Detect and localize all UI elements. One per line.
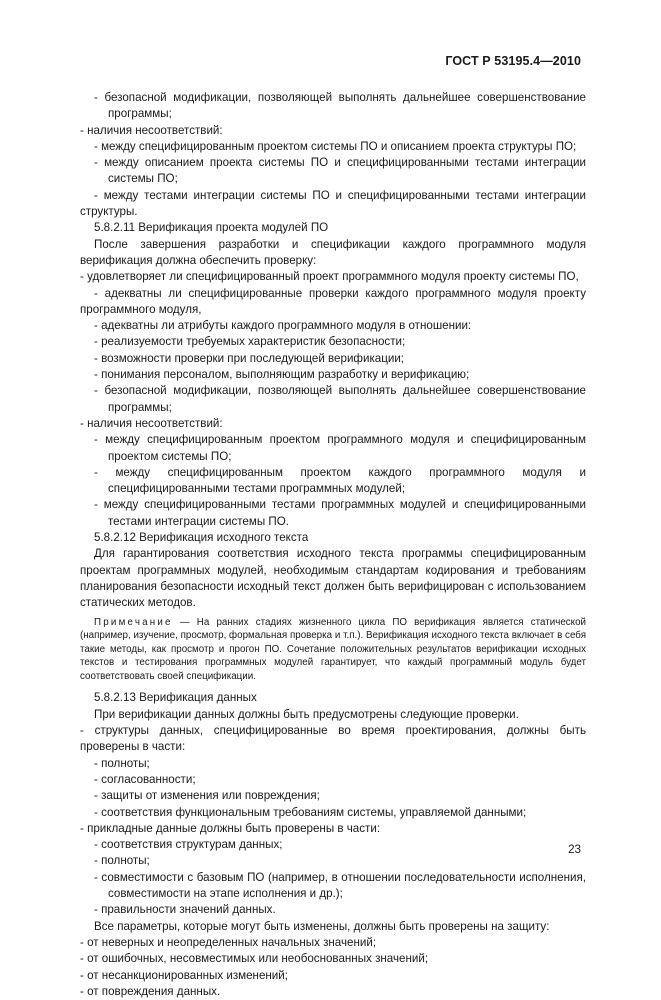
text-line: - адекватны ли атрибуты каждого программного модуля в отношении:: [94, 319, 472, 333]
note-label: Примечание: [94, 616, 173, 628]
text-line: - полноты;: [94, 854, 150, 868]
text-line: - между тестами интеграции системы ПО и специфицированными тестами интеграции структуры.: [80, 188, 586, 219]
text-line: - между описанием проекта системы ПО и специфицированными тестами интеграции системы ПО;: [94, 156, 586, 186]
text-line: - между специфицированным проектом каждого программного модуля и специфицированными тестами программных модулей;: [94, 465, 586, 496]
text-line: - между специфицированными тестами программных модулей и специфицированными тестами интеграции системы ПО.: [94, 498, 586, 528]
text-line: - от неверных и неопределенных начальных значений;: [80, 935, 377, 949]
text-line: При верификации данных должны быть предусмотрены следующие проверки.: [94, 707, 519, 721]
text-line: - соответствия функциональным требованиям системы, управляемой данными;: [94, 805, 527, 819]
text-line: - от повреждения данных.: [80, 984, 221, 998]
text-line: - от ошибочных, несовместимых или необоснованных значений;: [80, 952, 429, 966]
document-header: ГОСТ Р 53195.4—2010: [445, 54, 581, 68]
text-line: Для гарантирования соответствия исходного текста программы специфицированным проектам программных модулей, необходимым стандартам кодирования и требованиям планирования безопасности исходный текст должен быть верифицирован с использованием статических методов.: [80, 547, 586, 610]
text-line: - адекватны ли специфицированные проверки каждого программного модуля проекту программного модуля,: [80, 286, 586, 316]
text-block-verification-structure-and-modules: [80, 90, 586, 612]
page-number: 23: [568, 843, 581, 856]
text-line: - полноты;: [94, 756, 150, 770]
text-line: - наличия несоответствий:: [80, 416, 223, 430]
text-line: 5.8.2.13 Верификация данных: [94, 691, 257, 705]
text-line: - удовлетворяет ли специфицированный проект программного модуля проекту системы ПО,: [80, 270, 579, 284]
document-body: [80, 90, 586, 1000]
text-line: - правильности значений данных.: [94, 903, 276, 917]
text-line: - наличия несоответствий:: [80, 123, 223, 137]
text-line: - между специфицированным проектом программного модуля и специфицированным проектом системы ПО;: [94, 433, 586, 463]
text-line: - между специфицированным проектом системы ПО и описанием проекта структуры ПО;: [94, 139, 577, 153]
text-line: 5.8.2.12 Верификация исходного текста: [94, 531, 309, 545]
text-line: - безопасной модификации, позволяющей выполнять дальнейшее совершенствование программы;: [94, 91, 586, 121]
text-line: - реализуемости требуемых характеристик безопасности;: [94, 335, 406, 349]
text-line: - прикладные данные должны быть проверены в части:: [80, 821, 381, 835]
text-line: - согласованности;: [94, 772, 196, 786]
note-paragraph: [80, 616, 586, 684]
text-line: - соответствия структурам данных;: [94, 838, 283, 852]
text-line: - структуры данных, специфицированные во время проектирования, должны быть проверены в части:: [80, 724, 586, 754]
text-line: - возможности проверки при последующей верификации;: [94, 351, 405, 365]
text-line: - от несанкционированных изменений;: [80, 968, 288, 982]
text-line: - защиты от изменения или повреждения;: [94, 789, 320, 803]
text-line: После завершения разработки и спецификации каждого программного модуля верификация должна обеспечить проверку:: [80, 237, 586, 267]
text-line: - совместимости с базовым ПО (например, в отношении последовательности исполнения, совместимости на этапе исполнения и др.);: [94, 870, 586, 901]
text-line: - понимания персоналом, выполняющим разработку и верификацию;: [94, 368, 470, 382]
text-line: 5.8.2.11 Верификация проекта модулей ПО: [94, 221, 329, 235]
text-line: Все параметры, которые могут быть изменены, должны быть проверены на защиту:: [94, 919, 550, 933]
text-block-data-verification: [80, 690, 586, 1000]
note-text: — На ранних стадиях жизненного цикла ПО верификация является статической (например, изучение, просмотр, формальная проверка и т.п.). Верификация исходного текста включает в себя такие методы, как просмотр и прогон ПО. Сочетание положительных результатов верификации исходных текстов и тестирования программных модулей гарантирует, что каждый программный модуль будет соответствовать своей спецификации.: [80, 616, 586, 682]
text-line: - безопасной модификации, позволяющей выполнять дальнейшее совершенствование программы;: [94, 384, 586, 414]
